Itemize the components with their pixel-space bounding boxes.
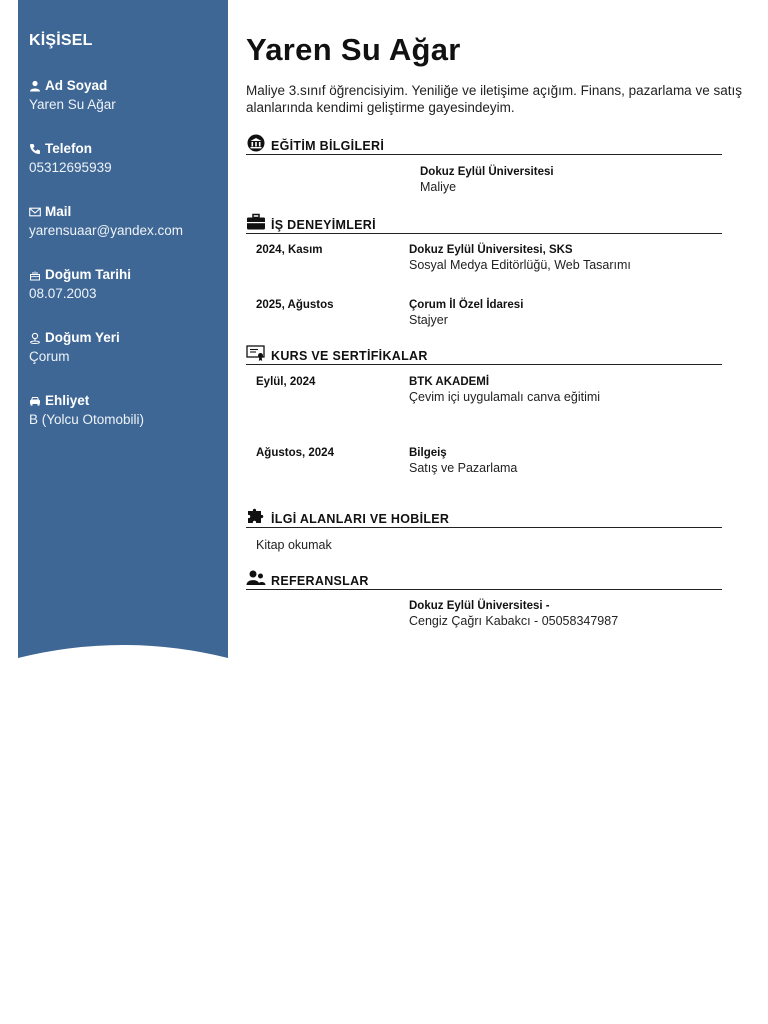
sidebar-item-label: Ehliyet bbox=[45, 393, 90, 408]
mail-icon bbox=[29, 206, 41, 218]
entry-date: 2025, Ağustos bbox=[256, 299, 334, 311]
people-icon bbox=[246, 569, 266, 587]
page-title: Yaren Su Ağar bbox=[246, 32, 461, 67]
sidebar-item-birthplace bbox=[29, 330, 224, 364]
sidebar-item-label: Ad Soyad bbox=[45, 78, 108, 93]
section-education-header bbox=[246, 134, 722, 155]
entry-subtitle: Sosyal Medya Editörlüğü, Web Tasarımı bbox=[409, 258, 631, 272]
sidebar-item-value: 05312695939 bbox=[29, 160, 112, 175]
entry-title: Çorum İl Özel İdaresi bbox=[409, 299, 524, 311]
course-entry bbox=[409, 447, 749, 475]
entry-title: Bilgeiş bbox=[409, 447, 447, 459]
entry-title: Dokuz Eylül Üniversitesi, SKS bbox=[409, 244, 573, 256]
hobbies-text: Kitap okumak bbox=[256, 538, 332, 552]
sidebar-item-name bbox=[29, 78, 224, 112]
sidebar-item-label: Telefon bbox=[45, 141, 92, 156]
reference-entry bbox=[409, 600, 749, 628]
certificate-icon bbox=[246, 344, 266, 362]
institution-icon bbox=[246, 134, 266, 152]
entry-subtitle: Satış ve Pazarlama bbox=[409, 461, 518, 475]
entry-date: 2024, Kasım bbox=[256, 244, 323, 256]
sidebar-title: KİŞİSEL bbox=[29, 32, 93, 49]
sidebar-item-label: Doğum Yeri bbox=[45, 330, 120, 345]
sidebar-bottom-curve bbox=[18, 640, 228, 670]
entry-subtitle: Stajyer bbox=[409, 313, 448, 327]
car-icon bbox=[29, 395, 41, 407]
sidebar-item-value: Çorum bbox=[29, 349, 70, 364]
sidebar-item-phone bbox=[29, 141, 224, 175]
sidebar bbox=[18, 0, 228, 670]
entry-date: Eylül, 2024 bbox=[256, 376, 316, 388]
sidebar-item-value: 08.07.2003 bbox=[29, 286, 97, 301]
sidebar-item-value: Yaren Su Ağar bbox=[29, 97, 116, 112]
sidebar-item-mail bbox=[29, 204, 224, 238]
entry-subtitle: Cengiz Çağrı Kabakcı - 05058347987 bbox=[409, 614, 619, 628]
person-icon bbox=[29, 80, 41, 92]
sidebar-item-birthdate bbox=[29, 267, 224, 301]
entry-title: Dokuz Eylül Üniversitesi - bbox=[409, 600, 550, 612]
sidebar-item-value: yarensuaar@yandex.com bbox=[29, 223, 184, 238]
briefcase-icon bbox=[246, 213, 266, 231]
summary-text: Maliye 3.sınıf öğrencisiyim. Yeniliğe ve iletişime açığım. Finans, pazarlama ve satış alanlarında kendimi geliştirme gayesindeyim. bbox=[246, 83, 742, 115]
experience-entry bbox=[409, 299, 749, 327]
education-entry bbox=[420, 166, 760, 194]
sidebar-item-label: Doğum Tarihi bbox=[45, 267, 131, 282]
entry-date: Ağustos, 2024 bbox=[256, 447, 334, 459]
entry-subtitle: Çevim içi uygulamalı canva eğitimi bbox=[409, 390, 601, 404]
section-title: REFERANSLAR bbox=[271, 574, 369, 588]
section-hobbies-header bbox=[246, 507, 722, 528]
section-title: KURS VE SERTİFİKALAR bbox=[271, 349, 428, 363]
entry-title: BTK AKADEMİ bbox=[409, 376, 490, 388]
section-title: İLGİ ALANLARI VE HOBİLER bbox=[271, 512, 450, 526]
location-pin-icon bbox=[29, 332, 41, 344]
puzzle-icon bbox=[246, 507, 266, 525]
entry-title: Dokuz Eylül Üniversitesi bbox=[420, 166, 554, 178]
entry-subtitle: Maliye bbox=[420, 180, 457, 194]
section-title: İŞ DENEYİMLERİ bbox=[271, 218, 376, 232]
experience-entry bbox=[409, 244, 749, 272]
section-experience-header bbox=[246, 213, 722, 234]
section-title: EĞİTİM BİLGİLERİ bbox=[271, 139, 385, 153]
cake-icon bbox=[29, 269, 41, 281]
course-entry bbox=[409, 376, 749, 404]
section-references-header bbox=[246, 569, 722, 590]
sidebar-item-value: B (Yolcu Otomobili) bbox=[29, 412, 145, 427]
phone-icon bbox=[29, 143, 41, 155]
sidebar-item-label: Mail bbox=[45, 204, 72, 219]
section-courses-header bbox=[246, 344, 722, 365]
sidebar-item-license bbox=[29, 393, 224, 427]
